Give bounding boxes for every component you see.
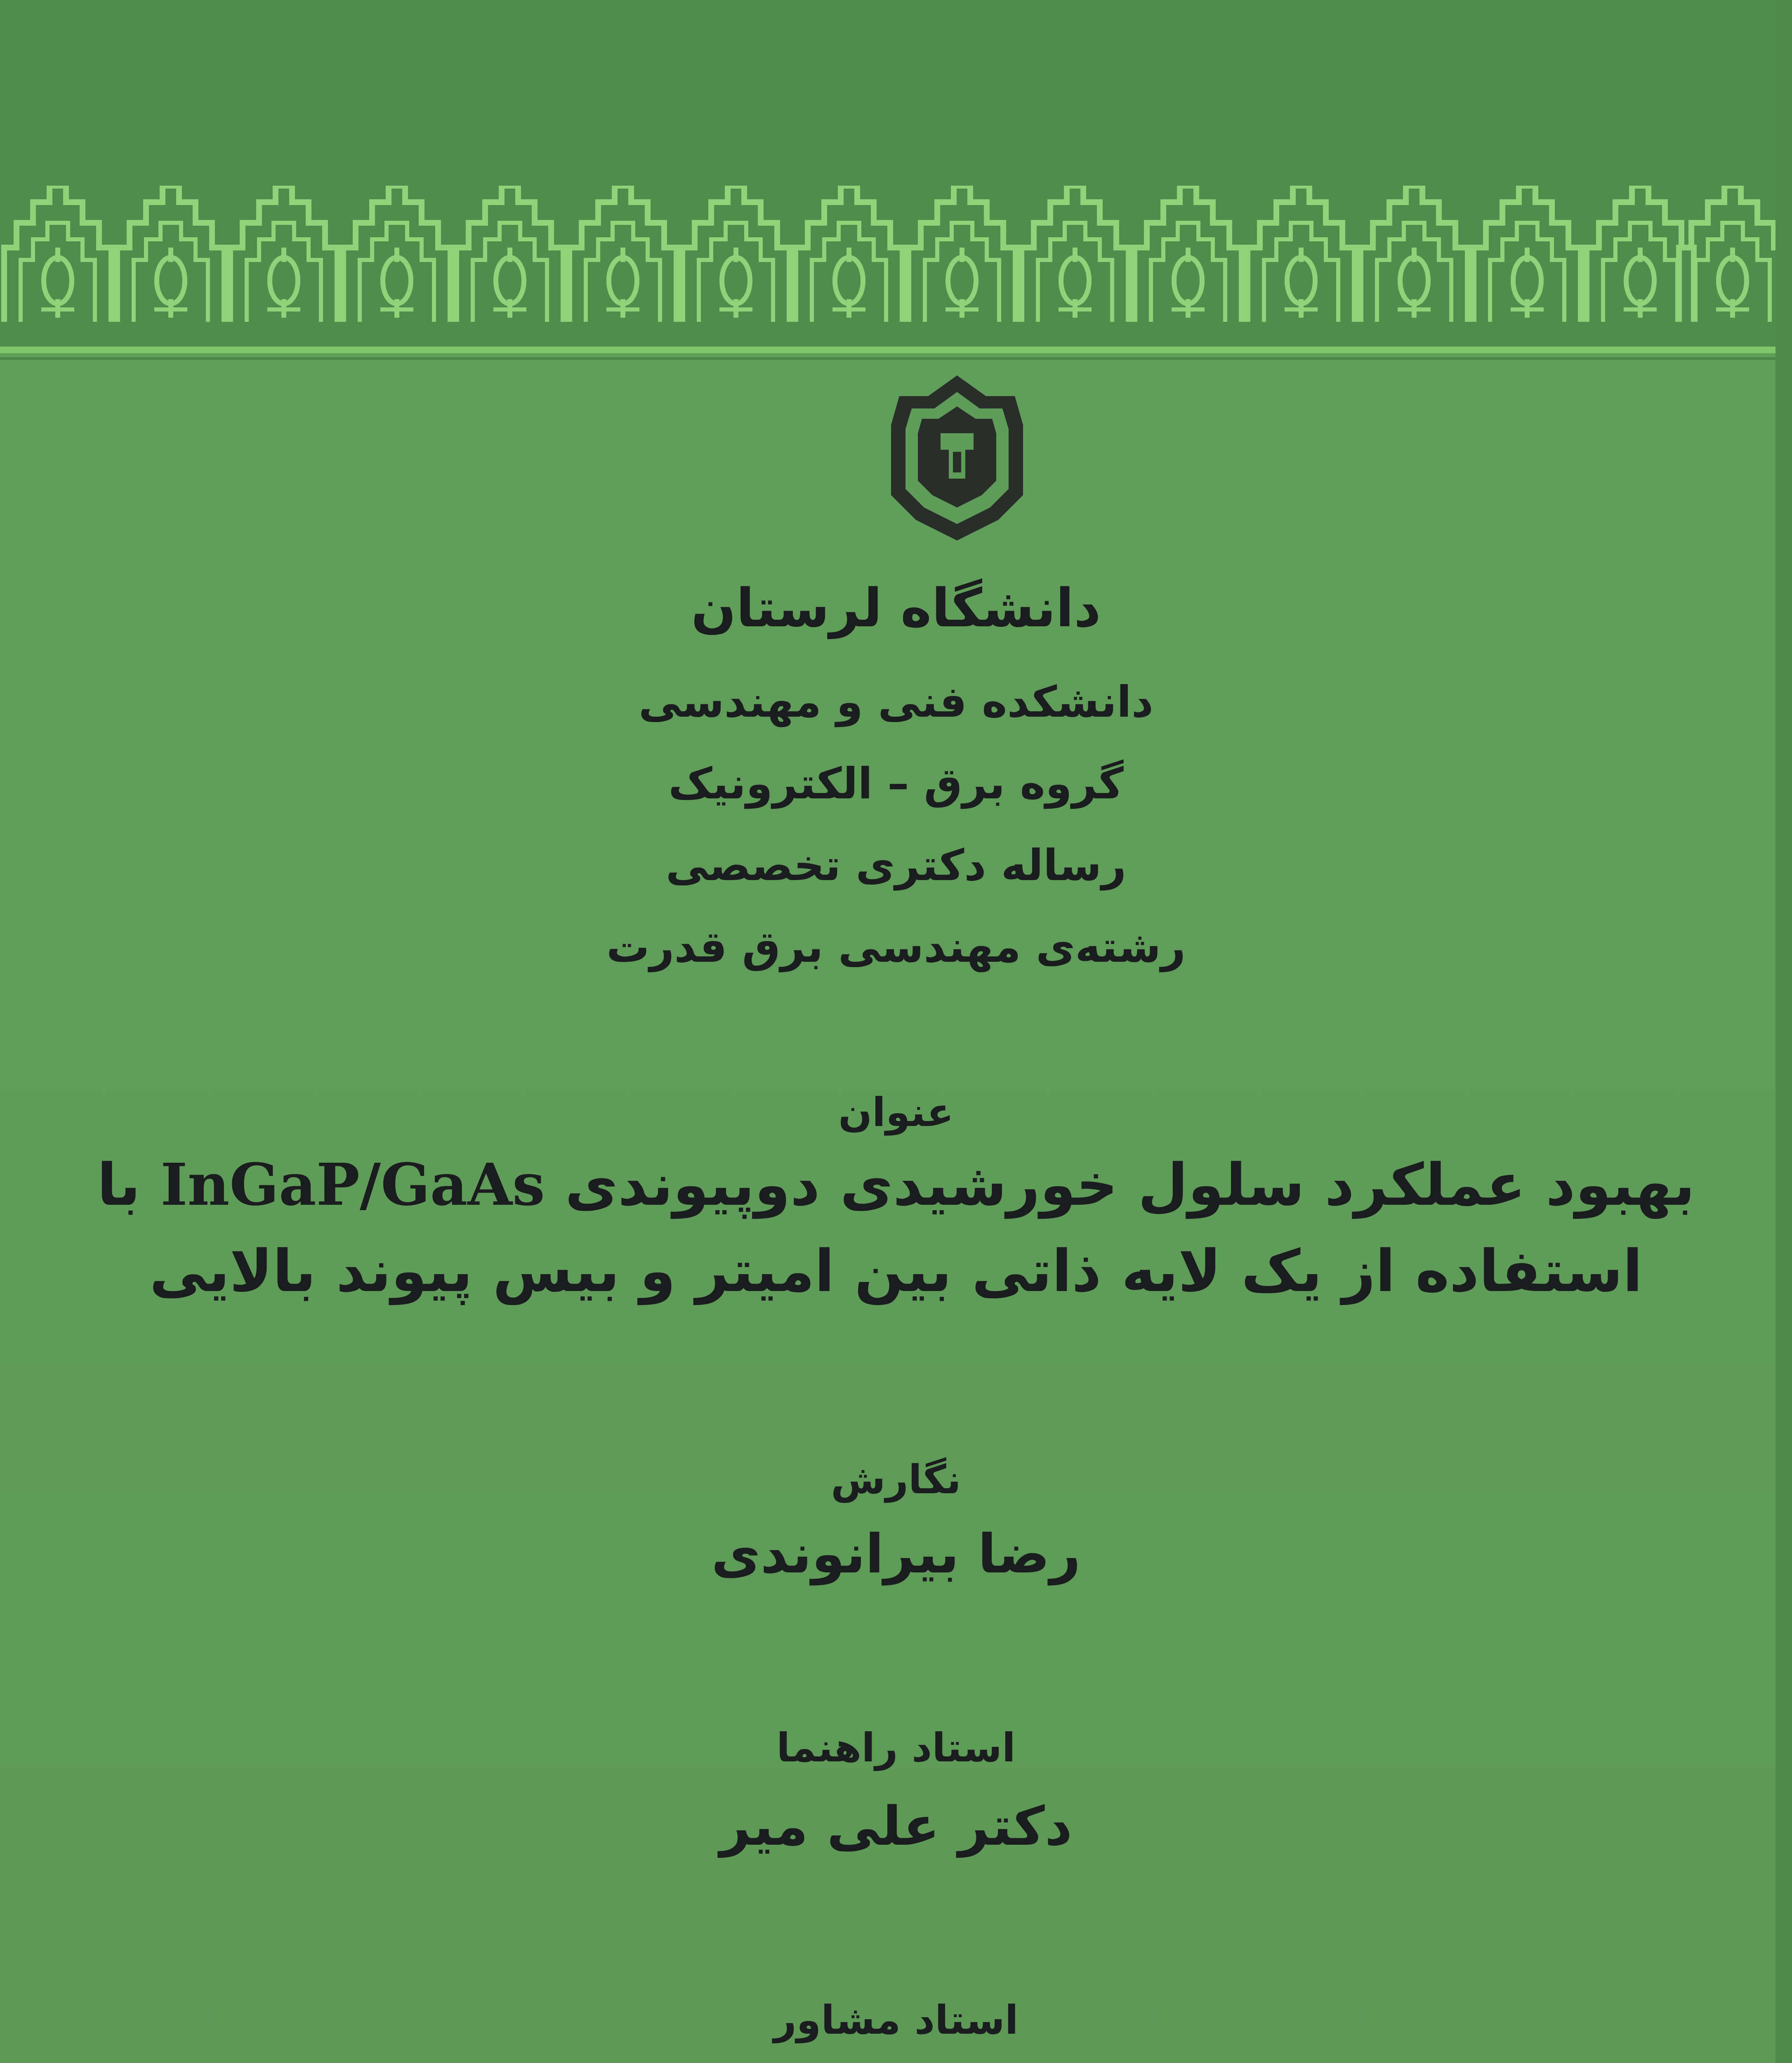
department-name: گروه برق – الکترونیک <box>668 758 1124 809</box>
faculty-name: دانشکده فنی و مهندسی <box>639 677 1153 727</box>
top-divider-line <box>0 347 1792 353</box>
author-name: رضا بیرانوندی <box>711 1522 1081 1585</box>
thesis-title-line-2: استفاده از یک لایه ذاتی بین امیتر و بیس پیوند بالایی <box>149 1238 1643 1305</box>
advisor-label: استاد مشاور <box>773 1997 1019 2043</box>
author-label: نگارش <box>831 1456 961 1503</box>
title-line-1-before: بهبود عملکرد سلول خورشیدی دوپیوندی <box>565 1152 1695 1219</box>
title-line-1-after: با <box>97 1152 141 1219</box>
degree-type: رساله دکتری تخصصی <box>665 840 1127 890</box>
title-label: عنوان <box>838 1089 954 1135</box>
top-divider-shadow <box>0 357 1792 360</box>
supervisor-label: استاد راهنما <box>776 1725 1016 1771</box>
title-line-1-latin: InGaP/GaAs <box>160 1151 545 1219</box>
university-logo-icon <box>879 371 1035 545</box>
ornament-frieze-icon <box>0 186 1792 326</box>
supervisor-name: دکتر علی میر <box>719 1795 1073 1858</box>
university-name: دانشگاه لرستان <box>691 578 1101 639</box>
field-of-study: رشته‌ی مهندسی برق قدرت <box>606 922 1186 972</box>
thesis-title-line-1 <box>0 1151 1792 1219</box>
